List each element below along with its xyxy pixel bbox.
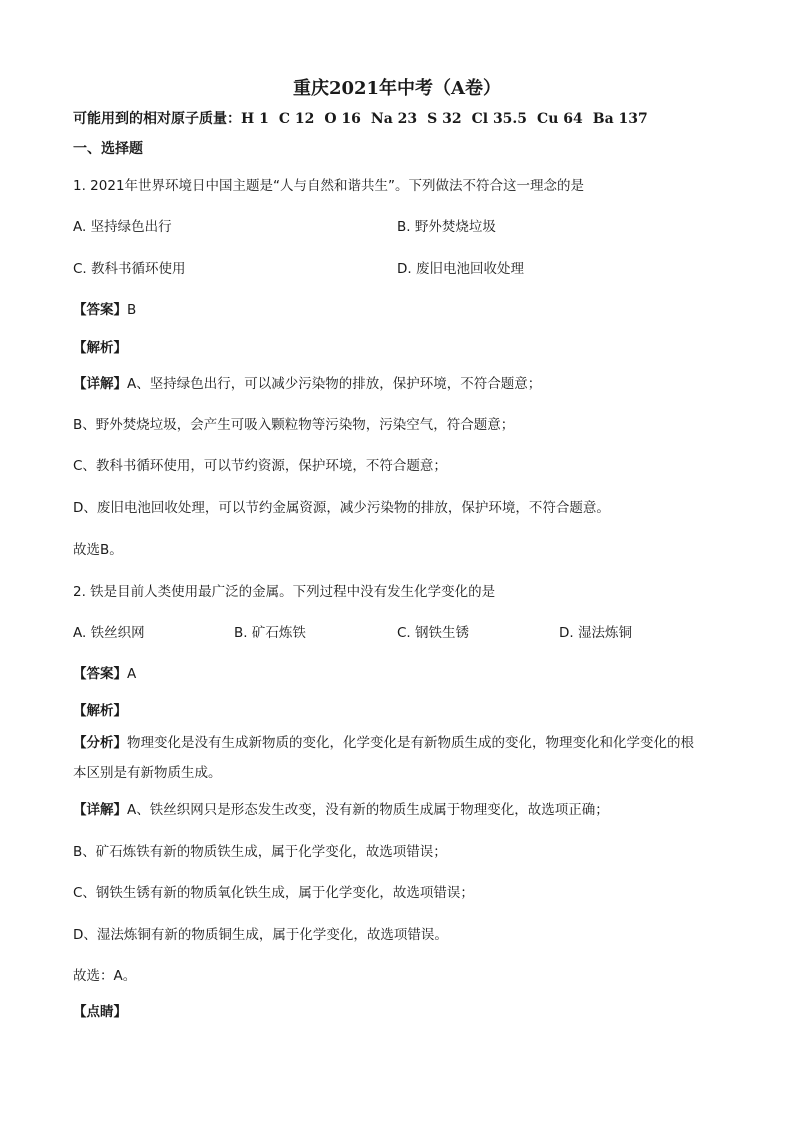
question-2-dianjing-tag: 【点睛】	[73, 1004, 127, 1020]
question-2-detail-d: D、湿法炼铜有新的物质铜生成，属于化学变化，故选项错误。	[73, 927, 448, 943]
question-2-analysis-tag: 【解析】	[73, 703, 127, 719]
detail-tag: 【详解】	[73, 802, 127, 818]
answer-tag: 【答案】	[73, 666, 127, 682]
answer-tag: 【答案】	[73, 302, 127, 318]
question-1-detail-a	[73, 375, 541, 393]
atomic-mass-item: S 32	[427, 111, 462, 127]
question-2-option-d: D. 湿法炼铜	[559, 625, 632, 641]
question-2-stem: 2. 铁是目前人类使用最广泛的金属。下列过程中没有发生化学变化的是	[73, 584, 496, 600]
atomic-mass-item: H 1	[241, 111, 269, 127]
question-1-option-a: A. 坚持绿色出行	[73, 219, 172, 235]
atomic-mass-label: 可能用到的相对原子质量：	[73, 111, 241, 127]
atomic-mass-item: Ba 137	[592, 111, 648, 127]
detail-text: A、铁丝织网只是形态发生改变，没有新的物质生成属于物理变化，故选项正确；	[127, 802, 609, 818]
question-1-conclusion: 故选B。	[73, 542, 123, 558]
atomic-mass-item: Cu 64	[537, 111, 583, 127]
question-2-option-c: C. 钢铁生锈	[397, 625, 470, 641]
question-1-detail-d: D、废旧电池回收处理，可以节约金属资源，减少污染物的排放，保护环境，不符合题意。	[73, 500, 610, 516]
question-2-conclusion: 故选：A。	[73, 968, 137, 984]
fenxi-text: 物理变化是没有生成新物质的变化，化学变化是有新物质生成的变化，物理变化和化学变化的根	[127, 735, 694, 751]
question-1-option-d: D. 废旧电池回收处理	[397, 261, 524, 277]
question-2-fenxi-line-2: 本区别是有新物质生成。	[73, 765, 222, 781]
question-1-analysis-tag: 【解析】	[73, 340, 127, 356]
atomic-mass-line	[73, 110, 658, 128]
question-2-fenxi-line-1	[73, 734, 694, 752]
atomic-mass-item: C 12	[278, 111, 315, 127]
atomic-mass-item: Cl 35.5	[471, 111, 528, 127]
question-1-option-c: C. 教科书循环使用	[73, 261, 186, 277]
question-2-option-b: B. 矿石炼铁	[234, 625, 306, 641]
answer-value: B	[127, 302, 137, 318]
section-heading: 一、选择题	[73, 141, 143, 157]
question-2-detail-b: B、矿石炼铁有新的物质铁生成，属于化学变化，故选项错误；	[73, 844, 447, 860]
atomic-mass-item: Na 23	[370, 111, 418, 127]
detail-tag: 【详解】	[73, 376, 127, 392]
fenxi-tag: 【分析】	[73, 735, 127, 751]
detail-text: A、坚持绿色出行，可以减少污染物的排放，保护环境，不符合题意；	[127, 376, 542, 392]
question-2-detail-c: C、钢铁生锈有新的物质氧化铁生成，属于化学变化，故选项错误；	[73, 885, 474, 901]
answer-value: A	[127, 666, 137, 682]
question-1-detail-c: C、教科书循环使用，可以节约资源，保护环境，不符合题意；	[73, 458, 447, 474]
question-2-answer	[73, 665, 136, 683]
page-title: 重庆2021年中考（A卷）	[292, 78, 502, 99]
question-2-detail-a	[73, 801, 609, 819]
question-2-option-a: A. 铁丝织网	[73, 625, 145, 641]
atomic-mass-item: O 16	[324, 111, 361, 127]
question-1-option-b: B. 野外焚烧垃圾	[397, 219, 496, 235]
question-1-stem: 1. 2021年世界环境日中国主题是“人与自然和谐共生”。下列做法不符合这一理念的是	[73, 178, 585, 194]
question-1-answer	[73, 301, 136, 319]
question-1-detail-b: B、野外焚烧垃圾，会产生可吸入颗粒物等污染物，污染空气，符合题意；	[73, 417, 515, 433]
